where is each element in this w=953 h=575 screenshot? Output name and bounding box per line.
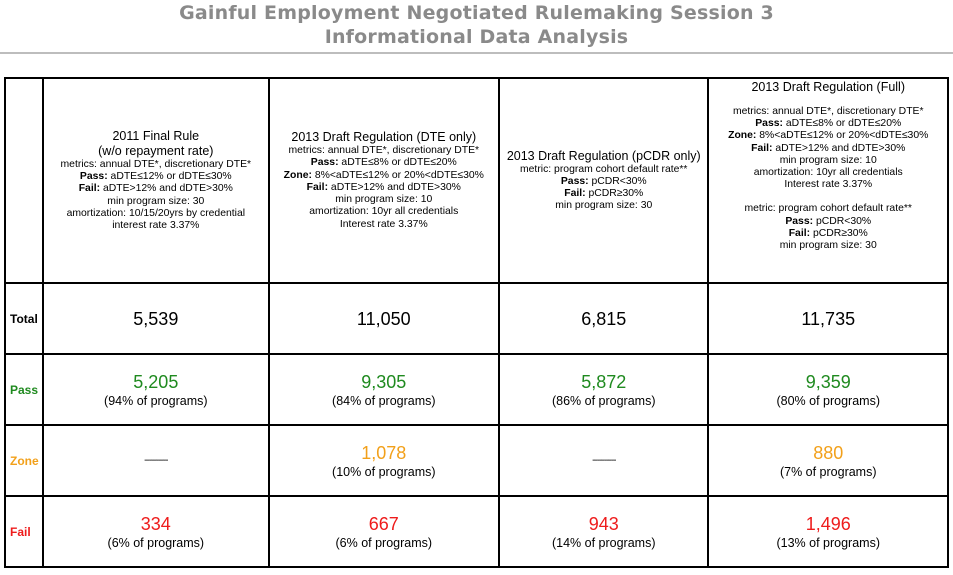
- fail-cell: 667 (6% of programs): [269, 496, 499, 567]
- row-label-zone: Zone: [5, 425, 43, 496]
- interest-rate-text: Interest rate 3.37%: [339, 218, 428, 230]
- zone-cell-empty: ----------: [43, 425, 268, 496]
- zone-cell: 880 (7% of programs): [708, 425, 948, 496]
- row-label-pass: Pass: [5, 354, 43, 425]
- amortization-text: amortization: 10yr all credentials: [309, 206, 459, 218]
- total-cell: 5,539: [43, 283, 268, 354]
- table-row-zone: [5, 425, 948, 496]
- metrics-text-pcdr: metric: program cohort default rate**: [744, 203, 912, 215]
- amortization-text: amortization: 10/15/20yrs by credential: [66, 207, 246, 219]
- total-cell: 11,735: [708, 283, 948, 354]
- zone-criteria: Zone: 8%<aDTE≤12% or 20%<dDTE≤30%: [283, 169, 484, 181]
- fail-cell: 1,496 (13% of programs): [708, 496, 948, 567]
- metrics-text: metric: program cohort default rate**: [520, 163, 688, 175]
- pass-criteria: Pass: aDTE≤12% or dDTE≤30%: [79, 171, 232, 183]
- fail-criteria: Fail: pCDR≥30%: [564, 188, 644, 199]
- metrics-text: metrics: annual DTE*, discretionary DTE*: [732, 106, 924, 117]
- zone-criteria: Zone: 8%<aDTE≤12% or 20%<dDTE≤30%: [728, 130, 929, 142]
- total-cell: 11,050: [269, 283, 499, 354]
- results-table: [4, 77, 949, 568]
- metrics-text: metrics: annual DTE*, discretionary DTE*: [288, 145, 480, 157]
- pass-cell: 9,305 (84% of programs): [269, 354, 499, 425]
- interest-rate-text: interest rate 3.37%: [112, 219, 200, 231]
- min-program-size: min program size: 10: [335, 194, 433, 206]
- pass-criteria: Pass: aDTE≤8% or dDTE≤20%: [310, 157, 457, 169]
- interest-rate-text: Interest rate 3.37%: [784, 179, 873, 191]
- column-header-2013-dte-only: [269, 78, 499, 283]
- header-row: [5, 78, 948, 283]
- fail-cell: 334 (6% of programs): [43, 496, 268, 567]
- column-title: 2013 Draft Regulation (Full): [751, 80, 905, 94]
- column-title: 2013 Draft Regulation (pCDR only): [506, 148, 701, 163]
- min-program-size: min program size: 30: [107, 195, 205, 207]
- min-program-size: min program size: 10: [779, 154, 877, 166]
- fail-criteria-pcdr: Fail: pCDR≥30%: [788, 227, 868, 239]
- title-divider: [0, 52, 953, 54]
- pass-cell: 5,872 (86% of programs): [499, 354, 708, 425]
- zone-cell: 1,078 (10% of programs): [269, 425, 499, 496]
- table-row-fail: [5, 496, 948, 567]
- metrics-text: metrics: annual DTE*, discretionary DTE*: [60, 158, 252, 170]
- zone-cell-empty: ----------: [499, 425, 708, 496]
- column-title: 2011 Final Rule: [112, 128, 200, 143]
- row-label-total: Total: [5, 283, 43, 354]
- column-header-2013-pcdr-only: [499, 78, 708, 283]
- row-label-fail: Fail: [5, 496, 43, 567]
- page-subtitle: Informational Data Analysis: [324, 26, 629, 48]
- column-header-2011-final-rule: [43, 78, 268, 283]
- fail-criteria: Fail: aDTE>12% and dDTE>30%: [78, 183, 233, 195]
- column-subtitle: (w/o repayment rate): [98, 143, 214, 158]
- total-cell: 6,815: [499, 283, 708, 354]
- page-header: [0, 0, 953, 50]
- pass-cell: 9,359 (80% of programs): [708, 354, 948, 425]
- column-header-2013-full: [708, 78, 948, 283]
- fail-criteria: Fail: aDTE>12% and dDTE>30%: [751, 142, 906, 154]
- pass-criteria: Pass: aDTE≤8% or dDTE≤20%: [755, 118, 902, 130]
- fail-cell: 943 (14% of programs): [499, 496, 708, 567]
- amortization-text: amortization: 10yr all credentials: [753, 167, 903, 179]
- min-program-size-pcdr: min program size: 30: [779, 240, 877, 252]
- min-program-size: min program size: 30: [555, 200, 653, 212]
- pass-criteria: Pass: pCDR<30%: [560, 175, 647, 187]
- column-title: 2013 Draft Regulation (DTE only): [291, 130, 477, 145]
- pass-criteria-pcdr: Pass: pCDR<30%: [785, 215, 872, 227]
- table-row-total: [5, 283, 948, 354]
- fail-criteria: Fail: aDTE>12% and dDTE>30%: [306, 181, 461, 193]
- table-row-pass: [5, 354, 948, 425]
- page-title: Gainful Employment Negotiated Rulemaking Session 3: [179, 2, 774, 24]
- corner-cell: [5, 78, 43, 283]
- pass-cell: 5,205 (94% of programs): [43, 354, 268, 425]
